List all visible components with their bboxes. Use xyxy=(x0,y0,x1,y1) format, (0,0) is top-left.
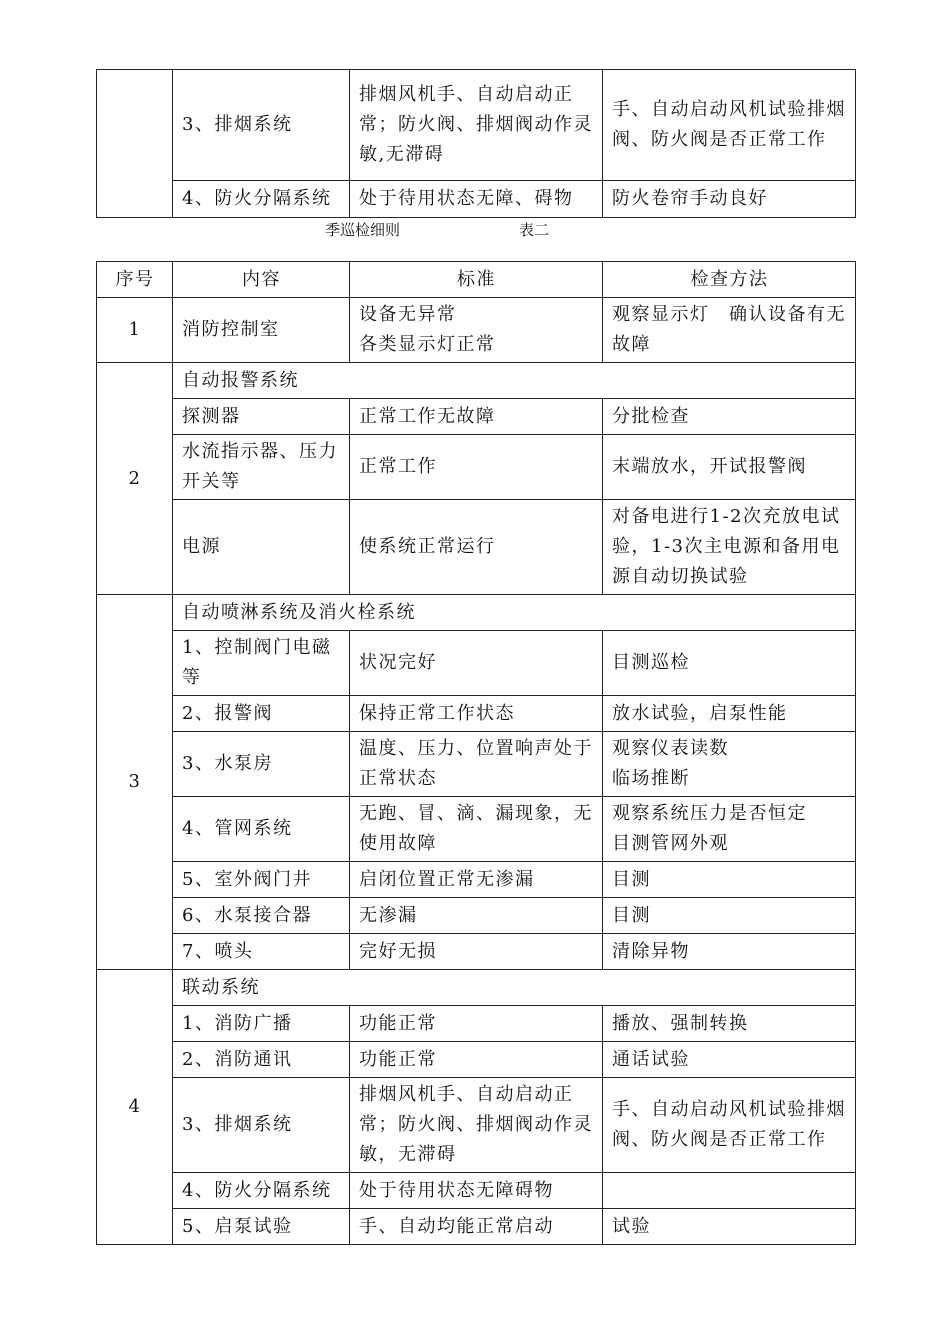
method-cell: 对备电进行1-2次充放电试验，1-3次主电源和备用电源自动切换试验 xyxy=(603,500,856,595)
content-cell: 电源 xyxy=(173,500,350,595)
method-cell: 手、自动启动风机试验排烟阀、防火阀是否正常工作 xyxy=(603,70,856,181)
standard-cell: 状况完好 xyxy=(350,631,603,696)
method-cell: 分批检查 xyxy=(603,399,856,435)
content-cell: 4、防火分隔系统 xyxy=(173,181,350,218)
content-cell: 4、管网系统 xyxy=(173,797,350,862)
standard-cell xyxy=(350,298,603,363)
table-row xyxy=(97,934,856,970)
method-cell: 通话试验 xyxy=(603,1042,856,1078)
table-header-row xyxy=(97,262,856,298)
table-row xyxy=(97,1042,856,1078)
content-cell: 1、消防广播 xyxy=(173,1006,350,1042)
table-row xyxy=(97,181,856,218)
standard-cell: 处于待用状态无障、碍物 xyxy=(350,181,603,218)
content-cell: 水流指示器、压力开关等 xyxy=(173,435,350,500)
standard-cell: 无渗漏 xyxy=(350,898,603,934)
table-row xyxy=(97,435,856,500)
method-cell xyxy=(603,1173,856,1209)
standard-cell: 使系统正常运行 xyxy=(350,500,603,595)
method-cell: 观察仪表读数 临场推断 xyxy=(603,732,856,797)
content-cell: 5、室外阀门井 xyxy=(173,862,350,898)
section-row xyxy=(97,970,856,1006)
content-cell: 6、水泵接合器 xyxy=(173,898,350,934)
table-row xyxy=(97,797,856,862)
table-row xyxy=(97,1006,856,1042)
standard-cell: 完好无损 xyxy=(350,934,603,970)
section-title: 自动喷淋系统及消火栓系统 xyxy=(173,595,856,631)
table-row xyxy=(97,1173,856,1209)
sequence-cell: 3 xyxy=(97,595,173,970)
method-cell: 观察显示灯 确认设备有无故障 xyxy=(603,298,856,363)
standard-cell: 排烟风机手、自动启动正常；防火阀、排烟阀动作灵敏，无滞碍 xyxy=(350,1078,603,1173)
table-row xyxy=(97,1209,856,1245)
sequence-cell xyxy=(97,70,173,218)
content-cell: 探测器 xyxy=(173,399,350,435)
content-cell: 3、排烟系统 xyxy=(173,1078,350,1173)
sequence-cell: 4 xyxy=(97,970,173,1245)
standard-cell: 功能正常 xyxy=(350,1006,603,1042)
content-cell: 1、控制阀门电磁等 xyxy=(173,631,350,696)
section-title: 联动系统 xyxy=(173,970,856,1006)
content-cell: 2、报警阀 xyxy=(173,696,350,732)
section-row xyxy=(97,363,856,399)
standard-line: 设备无异常 各类显示灯正常 xyxy=(359,304,496,355)
section-row xyxy=(97,595,856,631)
standard-cell: 功能正常 xyxy=(350,1042,603,1078)
standard-cell: 正常工作无故障 xyxy=(350,399,603,435)
content-cell: 4、防火分隔系统 xyxy=(173,1173,350,1209)
header-standard: 标准 xyxy=(350,262,603,298)
top-continuation-table xyxy=(96,69,856,218)
table-row xyxy=(97,696,856,732)
table-row xyxy=(97,862,856,898)
standard-cell: 正常工作 xyxy=(350,435,603,500)
standard-cell: 启闭位置正常无渗漏 xyxy=(350,862,603,898)
header-content: 内容 xyxy=(173,262,350,298)
table-row xyxy=(97,1078,856,1173)
content-cell: 2、消防通讯 xyxy=(173,1042,350,1078)
method-cell: 目测 xyxy=(603,862,856,898)
content-cell: 3、水泵房 xyxy=(173,732,350,797)
table-row xyxy=(97,898,856,934)
header-method: 检查方法 xyxy=(603,262,856,298)
header-sequence: 序号 xyxy=(97,262,173,298)
method-cell: 观察系统压力是否恒定 目测管网外观 xyxy=(603,797,856,862)
table-caption-number: 表二 xyxy=(519,221,550,239)
sequence-cell: 1 xyxy=(97,298,173,363)
table-row xyxy=(97,732,856,797)
table-row xyxy=(97,298,856,363)
table-caption-title: 季巡检细则 xyxy=(325,221,401,239)
method-cell: 目测巡检 xyxy=(603,631,856,696)
seasonal-inspection-table xyxy=(96,261,856,1245)
method-cell: 目测 xyxy=(603,898,856,934)
content-cell: 5、启泵试验 xyxy=(173,1209,350,1245)
sequence-cell: 2 xyxy=(97,363,173,595)
method-cell: 试验 xyxy=(603,1209,856,1245)
table-row xyxy=(97,70,856,181)
method-cell: 防火卷帘手动良好 xyxy=(603,181,856,218)
standard-cell: 手、自动均能正常启动 xyxy=(350,1209,603,1245)
standard-cell: 排烟风机手、自动启动正常；防火阀、排烟阀动作灵敏,无滞碍 xyxy=(350,70,603,181)
standard-cell: 无跑、冒、滴、漏现象，无使用故障 xyxy=(350,797,603,862)
table-row xyxy=(97,631,856,696)
content-cell: 3、排烟系统 xyxy=(173,70,350,181)
standard-cell: 处于待用状态无障碍物 xyxy=(350,1173,603,1209)
table-row xyxy=(97,500,856,595)
content-cell: 消防控制室 xyxy=(173,298,350,363)
section-title: 自动报警系统 xyxy=(173,363,856,399)
standard-cell: 保持正常工作状态 xyxy=(350,696,603,732)
method-cell: 放水试验，启泵性能 xyxy=(603,696,856,732)
method-cell: 手、自动启动风机试验排烟阀、防火阀是否正常工作 xyxy=(603,1078,856,1173)
standard-cell: 温度、压力、位置响声处于正常状态 xyxy=(350,732,603,797)
table-row xyxy=(97,399,856,435)
content-cell: 7、喷头 xyxy=(173,934,350,970)
method-cell: 清除异物 xyxy=(603,934,856,970)
method-cell: 播放、强制转换 xyxy=(603,1006,856,1042)
method-cell: 末端放水，开试报警阀 xyxy=(603,435,856,500)
